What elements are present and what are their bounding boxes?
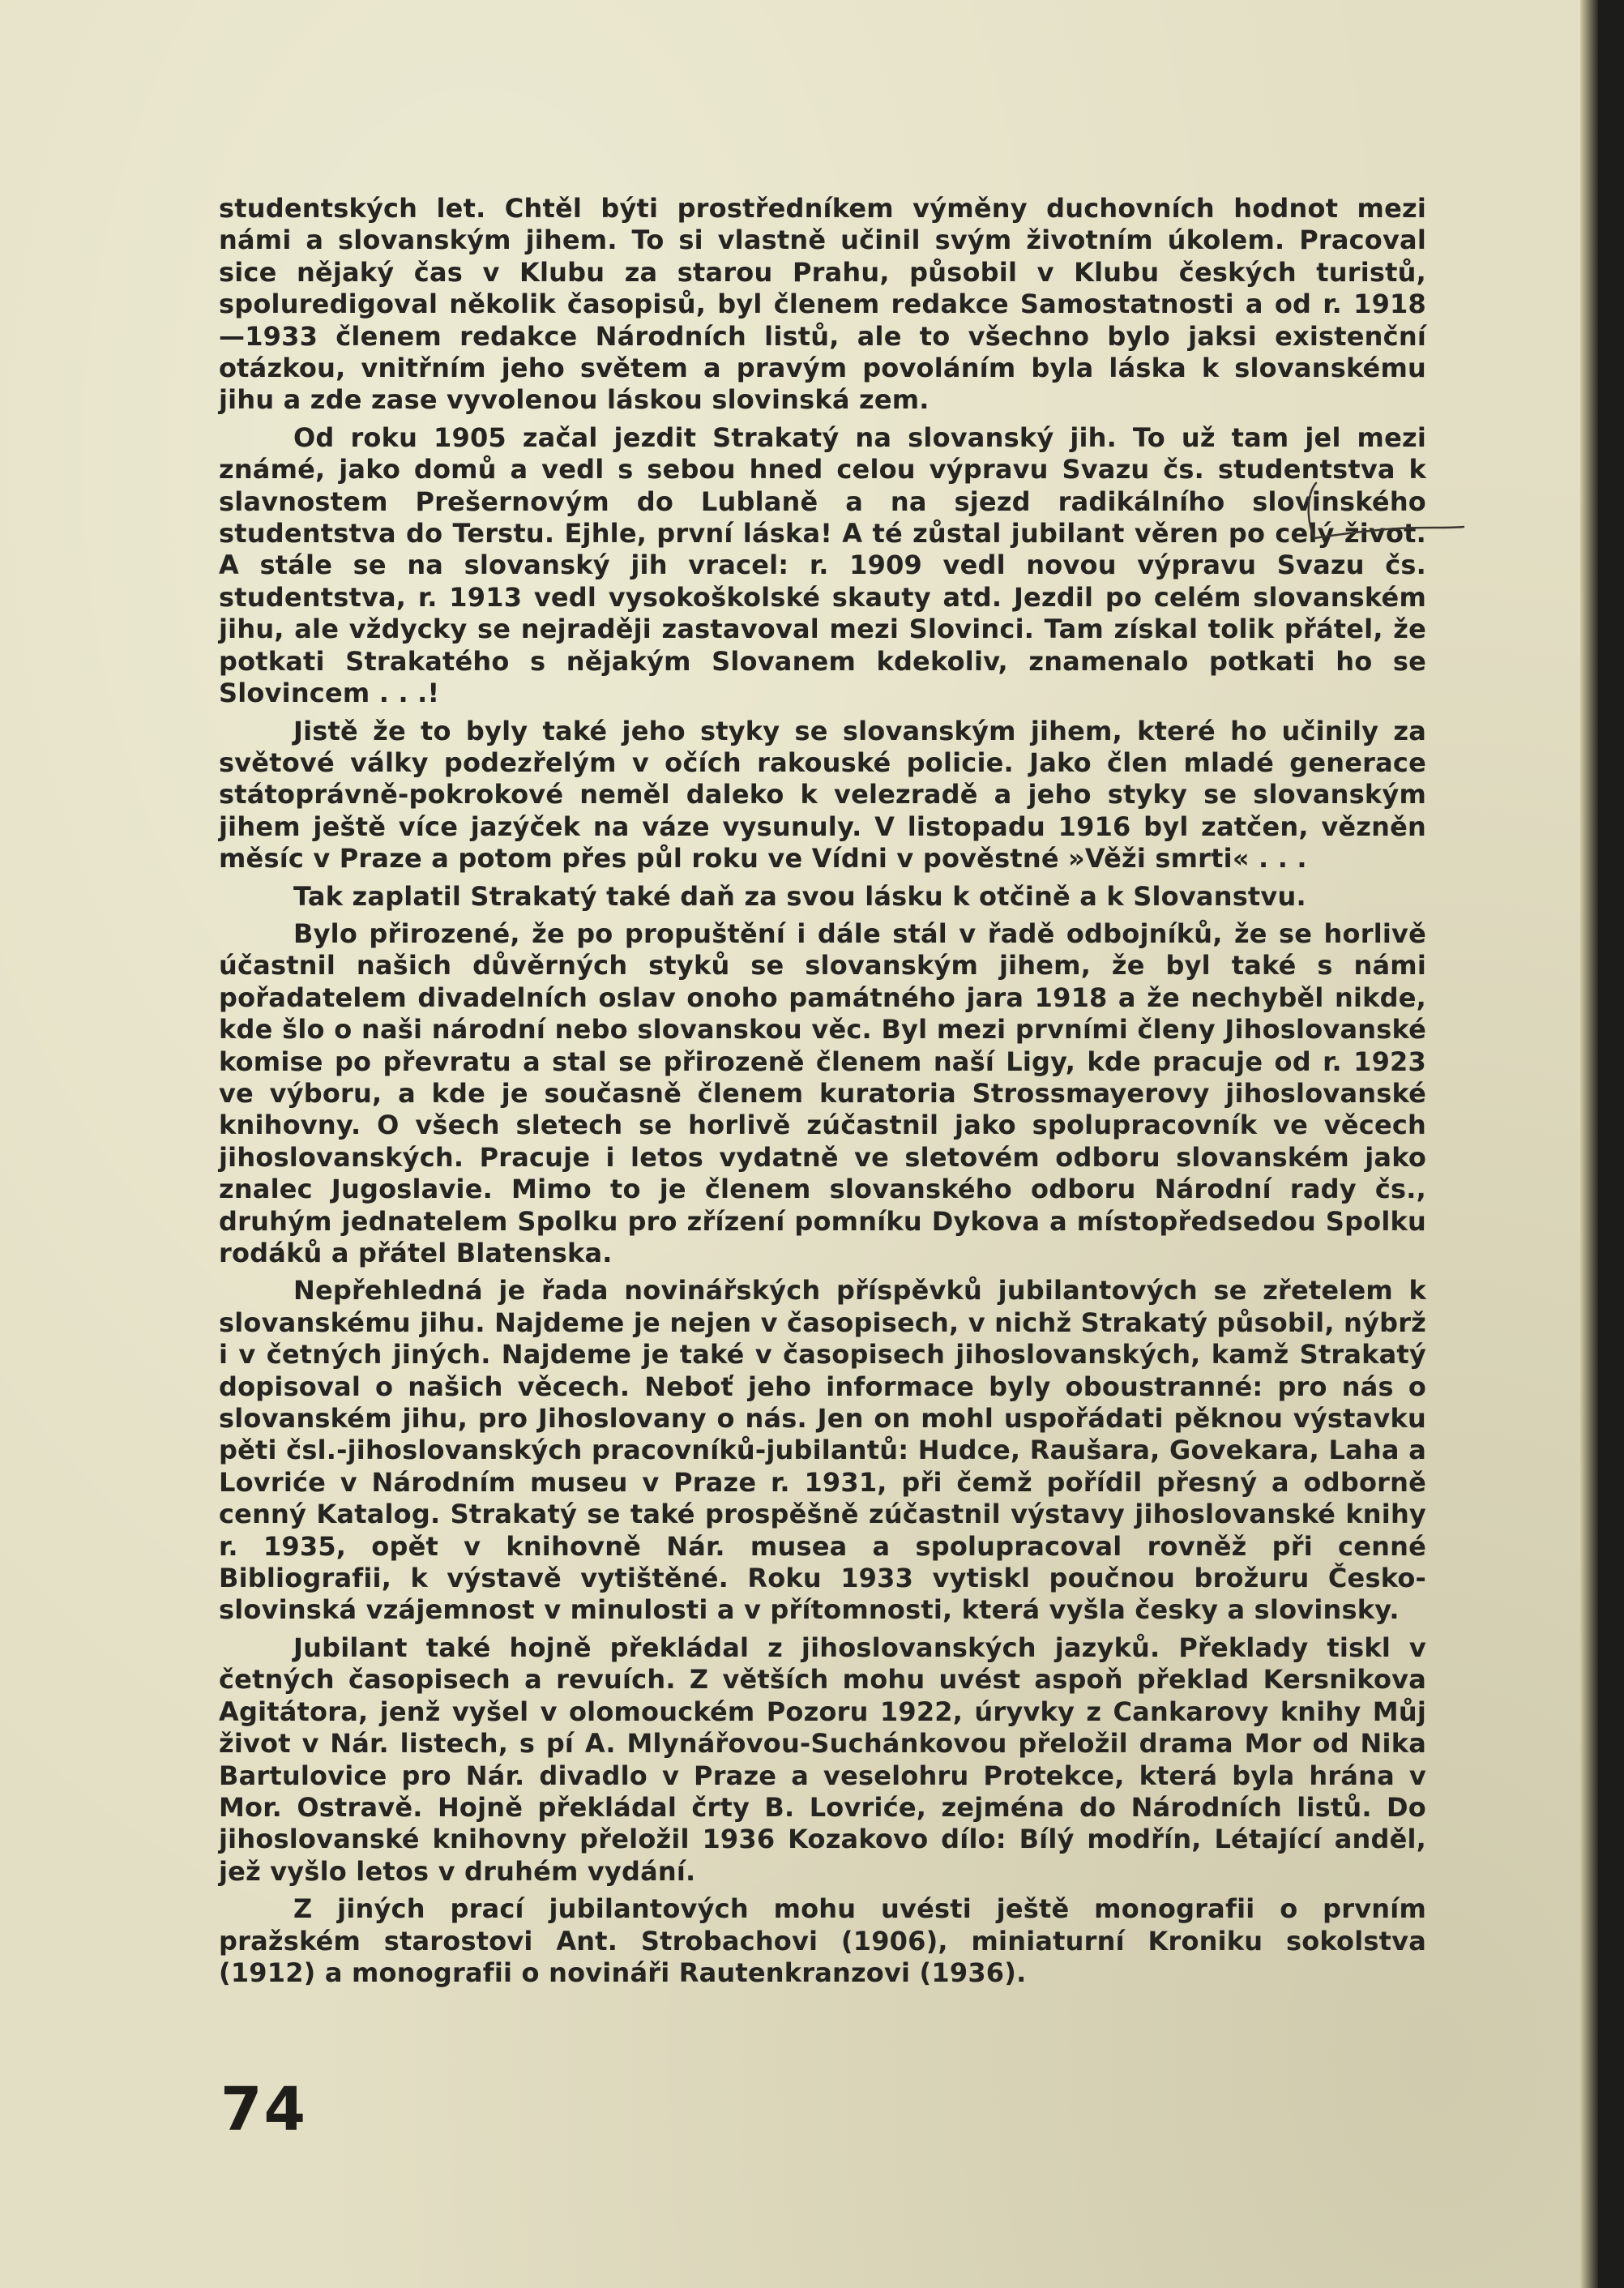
paragraph: Jubilant také hojně překládal z jihoslovanských jazyků. Překlady tiskl v četných časopisech a revuích. Z větších mohu uvést aspoň překlad Kersnikova Agitátora, jenž vyšel v olomouckém Pozoru 1922, úryvky z Cankarovy knihy Můj život v Nár. listech, s pí A. Mlynářovou-Suchánkovou přeložil drama Mor od Nika Bartulovice pro Nár. divadlo v Praze a veselohru Protekce, která byla hrána v Mor. Ostravě. Hojně překládal črty B. Lovriće, zejména do Národních listů. Do jihoslovanské knihovny přeložil 1936 Kozakovo dílo: Bílý modřín, Létající anděl, jež vyšlo letos v druhém vydání. — [219, 1632, 1426, 1887]
paragraph: Nepřehledná je řada novinářských příspěvků jubilantových se zřetelem k slovanskému jihu. Najdeme je nejen v časopisech, v nichž Strakatý působil, nýbrž i v četných jiných. Najdeme je také v časopisech jihoslovanských, kamž Strakatý dopisoval o našich věcech. Neboť jeho informace byly oboustranné: pro nás o slovanském jihu, pro Jihoslovany o nás. Jen on mohl uspořádati pěknou výstavku pěti čsl.-jihoslovanských pracovníků-jubilantů: Hudce, Raušara, Govekara, Laha a Lovriće v Národním museu v Praze r. 1931, při čemž pořídil přesný a odborně cenný Katalog. Strakatý se také prospěšně zúčastnil výstavy jihoslovanské knihy r. 1935, opět v knihovně Nár. musea a spolupracoval rovněž při cenné Bibliografii, k výstavě vytištěné. Roku 1933 vytiskl poučnou brožuru Česko-slovinská vzájemnost v minulosti a v přítomnosti, která vyšla česky a slovinsky. — [219, 1275, 1426, 1626]
page-edge-shadow — [1580, 0, 1598, 2288]
paragraph: studentských let. Chtěl býti prostředníkem výměny duchovních hodnot mezi námi a slovanským jihem. To si vlastně učinil svým životním úkolem. Pracoval sice nějaký čas v Klubu za starou Prahu, působil v Klubu českých turistů, spoluredigoval několik časopisů, byl členem redakce Samostatnosti a od r. 1918—1933 členem redakce Národních listů, ale to všechno bylo jaksi existenční otázkou, vnitřním jeho světem a pravým povoláním byla láska k slovanskému jihu a zde zase vyvolenou láskou slovinská zem. — [219, 193, 1426, 416]
body-text — [219, 193, 1426, 1995]
paragraph: Bylo přirozené, že po propuštění i dále stál v řadě odbojníků, že se horlivě účastnil našich důvěrných styků se slovanským jihem, že byl také s námi pořadatelem divadelních oslav onoho památného jara 1918 a že nechyběl nikde, kde šlo o naši národní nebo slovanskou věc. Byl mezi prvními členy Jihoslovanské komise po převratu a stal se přirozeně členem naší Ligy, kde pracuje od r. 1923 ve výboru, a kde je současně členem kuratoria Strossmayerovy jihoslovanské knihovny. O všech sletech se horlivě zúčastnil jako spolupracovník ve věcech jihoslovanských. Pracuje i letos vydatně ve sletovém odboru slovanském jako znalec Jugoslavie. Mimo to je členem slovanského odboru Národní rady čs., druhým jednatelem Spolku pro zřízení pomníku Dykova a místopředsedou Spolku rodáků a přátel Blatenska. — [219, 917, 1426, 1268]
page-number: 74 — [220, 2075, 307, 2145]
paragraph: Od roku 1905 začal jezdit Strakatý na slovanský jih. To už tam jel mezi známé, jako domů a vedl s sebou hned celou výpravu Svazu čs. studentstva k slavnostem Prešernovým do Lublaně a na sjezd radikálního slovinského studentstva do Terstu. Ejhle, první láska! A té zůstal jubilant věren po celý život. A stále se na slovanský jih vracel: r. 1909 vedl novou výpravu Svazu čs. studentstva, r. 1913 vedl vysokoškolské skauty atd. Jezdil po celém slovanském jihu, ale vždycky se nejraději zastavoval mezi Slovinci. Tam získal tolik přátel, že potkati Strakatého s nějakým Slovanem kdekoliv, znamenalo potkati ho se Slovincem . . .! — [219, 421, 1426, 709]
paragraph: Jistě že to byly také jeho styky se slovanským jihem, které ho učinily za světové války podezřelým v očích rakouské policie. Jako člen mladé generace státoprávně-pokrokové neměl daleko k velezradě a jeho styky se slovanským jihem ještě více jazýček na váze vysunuly. V listopadu 1916 byl zatčen, vězněn měsíc v Praze a potom přes půl roku ve Vídni v pověstné »Věži smrti« . . . — [219, 715, 1426, 875]
paragraph: Tak zaplatil Strakatý také daň za svou lásku k otčině a k Slovanstvu. — [293, 880, 1306, 912]
paragraph: Z jiných prací jubilantových mohu uvésti ještě monografii o prvním pražském starostovi Ant. Strobachovi (1906), miniaturní Kroniku sokolstva (1912) a monografii o novináři Rautenkranzovi (1936). — [219, 1893, 1426, 1988]
